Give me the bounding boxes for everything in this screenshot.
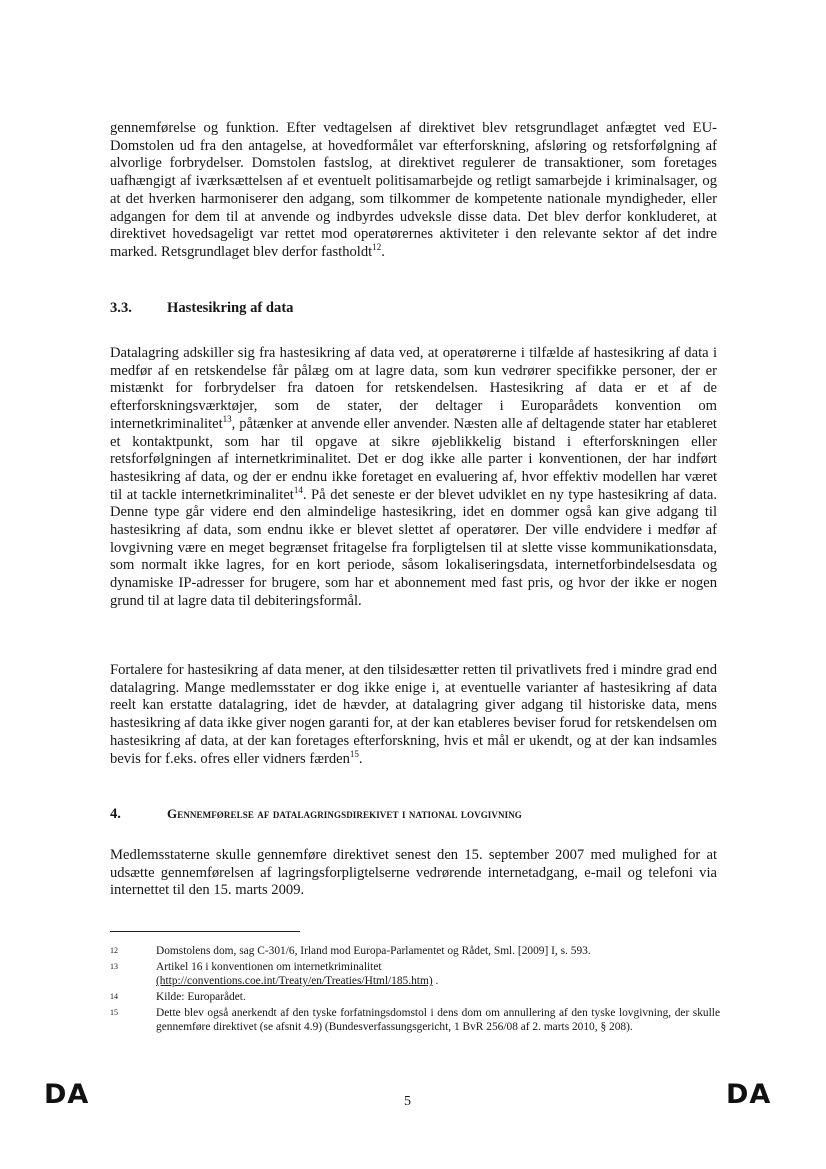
section-number: 4.	[110, 806, 121, 822]
footnote-ref-12[interactable]: 12	[372, 242, 382, 253]
language-code-left: DA	[44, 1079, 90, 1110]
footnote-12	[110, 944, 720, 958]
paragraph-4	[110, 847, 717, 900]
paragraph-1-end: .	[381, 243, 385, 260]
footnote-ref-14[interactable]: 14	[293, 484, 303, 495]
footnote-separator	[110, 931, 300, 932]
footnote-text	[156, 960, 720, 989]
footnote-15	[110, 1006, 720, 1035]
paragraph-3-text: Fortalere for hastesikring af data mener, at den tilsidesætter retten til privatlivets fred i mindre grad end datalagring. Mange medlemsstater er dog ikke enige i, at eventuelle varianter af hastesikring af data reelt kan erstatte datalagring, idet de hævder, at datalagring giver adgang til historiske data, mens hastesikring af data ikke giver nogen garanti for, at der kan etableres beviser forud for retskendelsen om hastesikring af data, at der kan foretages efterforskning, hvis et mål er ukendt, og at der kan indsamles bevis for f.eks. ofres eller vidners færden	[110, 662, 717, 767]
footnote-13-link[interactable]: (http://conventions.coe.int/Treaty/en/Treaties/Html/185.htm)	[156, 975, 433, 988]
footnote-13	[110, 960, 720, 989]
footnote-text: Domstolens dom, sag C-301/6, Irland mod Europa-Parlamentet og Rådet, Sml. [2009] I, s. 593.	[156, 945, 591, 957]
footnote-ref-13[interactable]: 13	[222, 413, 232, 424]
footnote-text: Kilde: Europarådet.	[156, 991, 246, 1003]
paragraph-2-text-b: , påtænker at anvende eller anvender. Næsten alle af deltagende stater har etableret et kontaktpunkt, som har til opgave at sikre øjeblikkelig bistand i efterforskningen eller retsforfølgningen af internetkriminalitet. Det er dog ikke alle parter i konventionen, der har indført hastesikring af data, og der er endnu ikke foretaget en evaluering af, hvor effektiv modellen har været til at tackle internetkriminalitet	[110, 415, 717, 503]
paragraph-1	[110, 120, 717, 262]
section-number: 3.3.	[110, 300, 132, 316]
footnote-number: 13	[110, 962, 118, 971]
paragraph-2-text-a: Datalagring adskiller sig fra hastesikring af data ved, at operatørerne i tilfælde af hastesikring af data i medfør af en retskendelse får pålæg om at lagre data, som kun vedrører specifikke personer, der er mistænkt for forbrydelser fra datoen for retskendelsen. Hastesikring af data er et af de efterforskningsværktøjer, som de stater, der deltager i Europarådets konvention om internetkriminalitet	[110, 345, 717, 432]
section-title: Hastesikring af data	[167, 300, 294, 316]
section-heading-3-3	[110, 300, 293, 317]
footnote-ref-15[interactable]: 15	[349, 748, 359, 759]
paragraph-3	[110, 662, 717, 768]
paragraph-4-text: Medlemsstaterne skulle gennemføre direktivet senest den 15. september 2007 med mulighed for at udsætte gennemførelsen af lagringsforpligtelserne vedrørende internetadgang, e-mail og telefoni via internettet til den 15. marts 2009.	[110, 847, 717, 899]
language-code-right: DA	[726, 1079, 772, 1110]
footnote-13-text: Artikel 16 i konventionen om internetkriminalitet	[156, 961, 382, 973]
footnote-number: 15	[110, 1008, 118, 1017]
paragraph-3-end: .	[358, 750, 363, 767]
footnote-number: 14	[110, 992, 118, 1001]
footnote-text: Dette blev også anerkendt af den tyske forfatningsdomstol i dens dom om annullering af den tyske lovgivning, der skulle gennemføre direktivet (se afsnit 4.9) (Bundesverfassungsgericht, 1 BvR 256/08 af 2. marts 2010, § 208).	[156, 1007, 720, 1034]
footnote-14	[110, 990, 720, 1004]
paragraph-2	[110, 345, 717, 611]
page-number: 5	[404, 1094, 411, 1109]
footnote-number: 12	[110, 946, 118, 955]
section-heading-4	[110, 806, 522, 823]
section-title: Gennemførelse af datalagringsdirekivet i national lovgivning	[167, 806, 522, 821]
paragraph-2-text-c: . På det seneste er der blevet udviklet en ny type hastesikring af data. Denne type går videre end den almindelige hastesikring, idet en dommer også kan give adgang til hastesikring af data, som endnu ikke er blevet slettet af operatører. Der ville endvidere i medfør af lovgivning være en meget begrænset fritagelse fra forpligtelsen til at slette visse kommunikationsdata, som normalt ikke lagres, for en kort periode, såsom lokaliseringsdata, internetforbindelsesdata og dynamiske IP-adresser for brugere, som har et abonnement med fast pris, og hvor der ikke er nogen grund til at lagre data til debiteringsformål.	[110, 486, 718, 609]
paragraph-1-text: gennemførelse og funktion. Efter vedtagelsen af direktivet blev retsgrundlaget anfægtet ved EU-Domstolen ud fra den antagelse, at hovedformålet var efterforskning, afsløring og retsforfølgning af alvorlige forbrydelser. Domstolen fastslog, at direktivet regulerer de transaktioner, som foretages uafhængigt af iværksættelsen af et eventuelt politisamarbejde og retligt samarbejde i kriminalsager, og at det hverken harmoniserer den adgang, som tilkommer de kompetente nationale myndigheder, eller adgangen for dem til at anvende og indbyrdes udveksle disse data. Det blev derfor konkluderet, at direktivet hovedsageligt var rettet mod operatørernes aktiviteter i den relevante sektor af det indre marked. Retsgrundlaget blev derfor fastholdt	[110, 120, 717, 260]
footnote-13-after: .	[432, 975, 439, 988]
